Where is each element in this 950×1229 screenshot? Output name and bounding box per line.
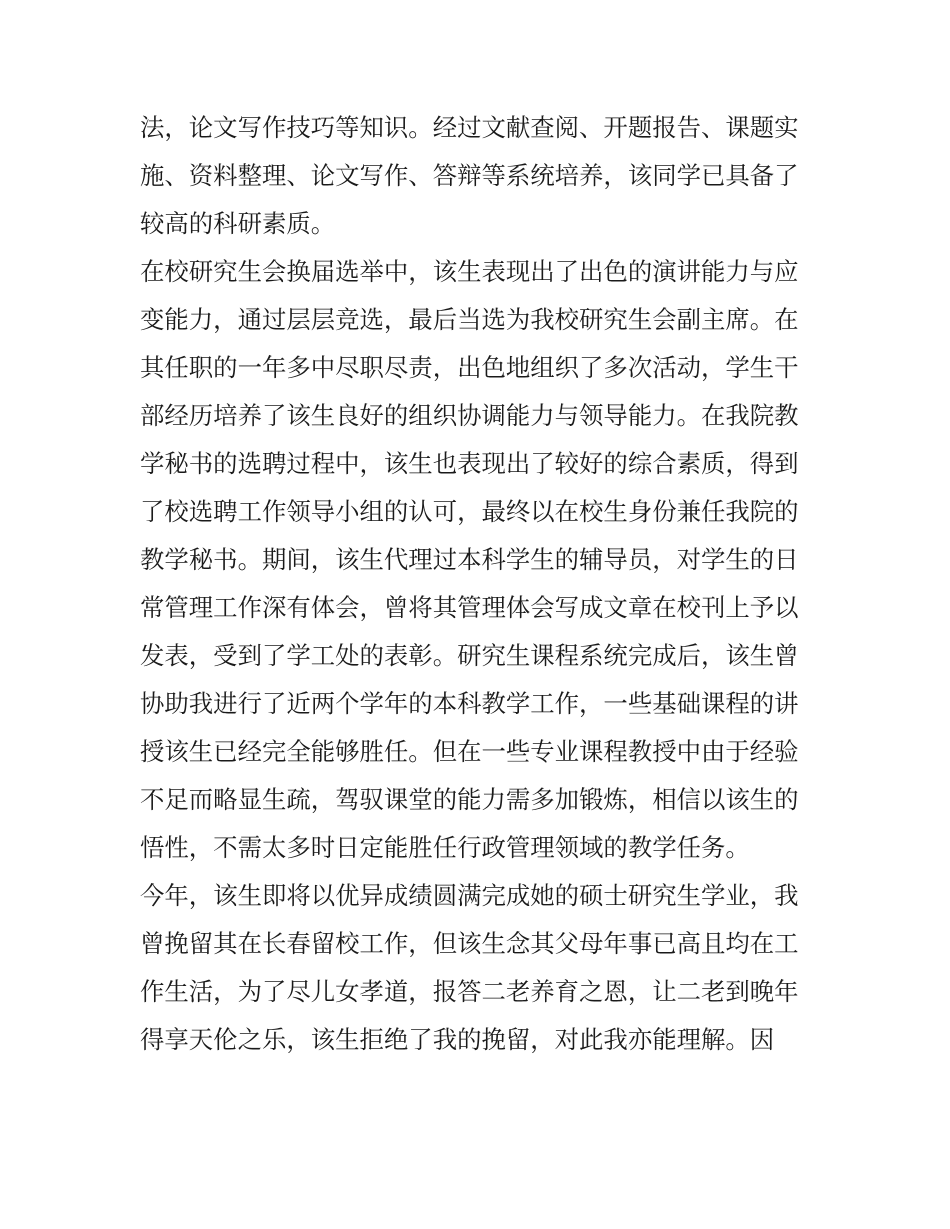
text-line: 变能力，通过层层竞选，最后当选为我校研究生会副主席。在: [140, 305, 799, 334]
text-line: 今年，该生即将以优异成绩圆满完成她的硕士研究生学业，我: [140, 881, 799, 910]
text-line: 教学秘书。期间，该生代理过本科学生的辅导员，对学生的日: [140, 545, 799, 574]
text-line: 了校选聘工作领导小组的认可，最终以在校生身份兼任我院的: [140, 497, 799, 526]
text-line: 常管理工作深有体会，曾将其管理体会写成文章在校刊上予以: [140, 593, 799, 622]
text-line: 不足而略显生疏，驾驭课堂的能力需多加锻炼，相信以该生的: [140, 785, 799, 814]
text-line: 学秘书的选聘过程中，该生也表现出了较好的综合素质，得到: [140, 449, 799, 478]
body-text: [140, 104, 820, 1064]
text-line: 部经历培养了该生良好的组织协调能力与领导能力。在我院教: [140, 401, 799, 430]
text-line: 较高的科研素质。: [140, 209, 336, 238]
text-line: 授该生已经完全能够胜任。但在一些专业课程教授中由于经验: [140, 737, 799, 766]
text-line: 得享天伦之乐，该生拒绝了我的挽留，对此我亦能理解。因: [140, 1025, 775, 1054]
text-line: 在校研究生会换届选举中，该生表现出了出色的演讲能力与应: [140, 257, 799, 286]
text-line: 协助我进行了近两个学年的本科教学工作，一些基础课程的讲: [140, 689, 799, 718]
text-line: 悟性，不需太多时日定能胜任行政管理领域的教学任务。: [140, 833, 750, 862]
text-line: 其任职的一年多中尽职尽责，出色地组织了多次活动，学生干: [140, 353, 799, 382]
text-line: 发表，受到了学工处的表彰。研究生课程系统完成后，该生曾: [140, 641, 799, 670]
text-line: 曾挽留其在长春留校工作，但该生念其父母年事已高且均在工: [140, 929, 799, 958]
text-line: 施、资料整理、论文写作、答辩等系统培养，该同学已具备了: [140, 161, 799, 190]
text-line: 法，论文写作技巧等知识。经过文献查阅、开题报告、课题实: [140, 113, 799, 142]
text-line: 作生活，为了尽儿女孝道，报答二老养育之恩，让二老到晚年: [140, 977, 799, 1006]
